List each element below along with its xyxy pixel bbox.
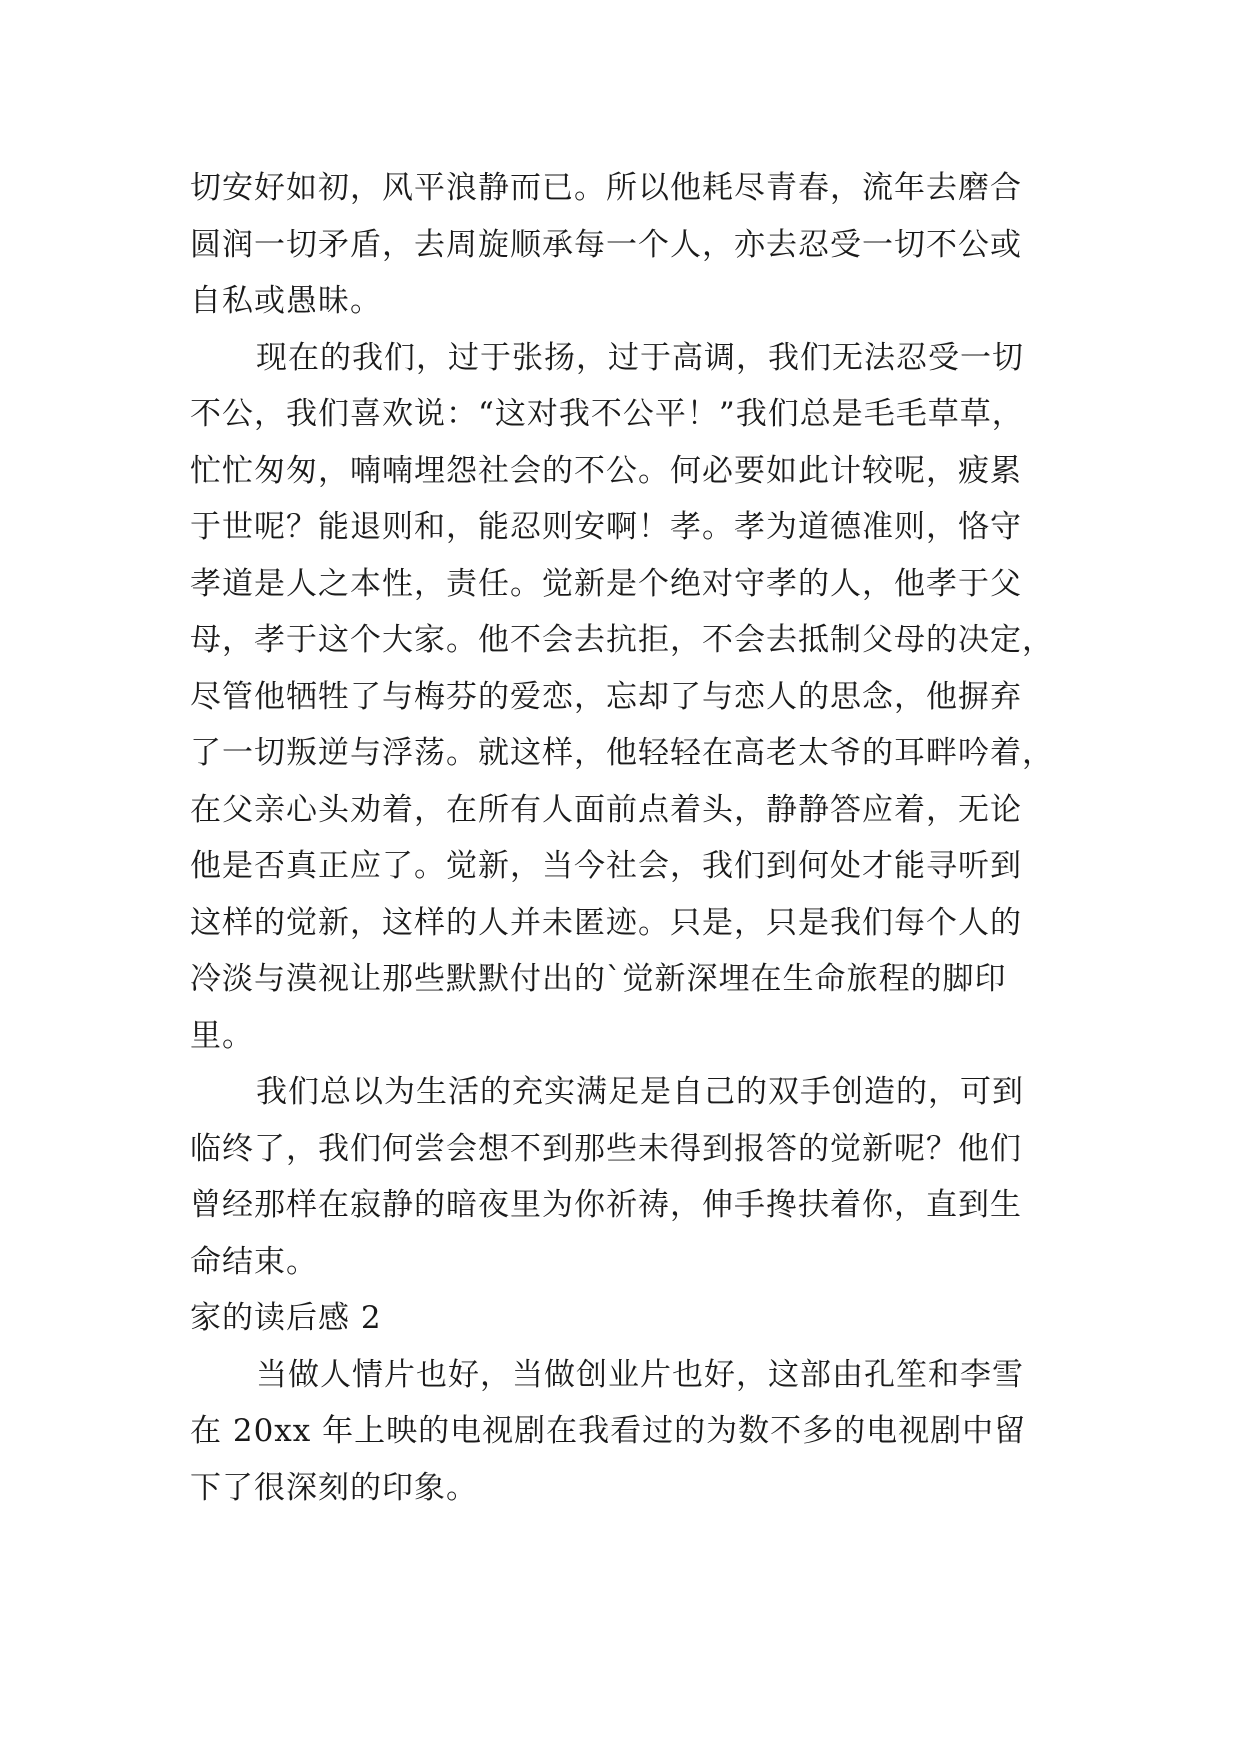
text-line: 忙忙匆匆，喃喃埋怨社会的不公。何必要如此计较呢，疲累 <box>190 452 1022 489</box>
text-line: 临终了，我们何尝会想不到那些未得到报答的觉新呢？他们 <box>190 1130 1022 1167</box>
text-line: 了一切叛逆与浮荡。就这样，他轻轻在高老太爷的耳畔吟着， <box>190 735 1054 771</box>
paragraph <box>190 160 1052 330</box>
text-line: 他是否真正应了。觉新，当今社会，我们到何处才能寻听到 <box>190 848 1022 884</box>
text-line: 不公，我们喜欢说：“这对我不公平！”我们总是毛毛草草， <box>190 396 1024 432</box>
text-line: 在父亲心头劝着，在所有人面前点着头，静静答应着，无论 <box>190 791 1022 828</box>
text-line: 下了很深刻的印象。 <box>190 1469 478 1506</box>
text-line: 自私或愚昧。 <box>190 283 382 319</box>
text-line: 当做人情片也好，当做创业片也好，这部由孔笙和李雪 <box>256 1356 1024 1393</box>
text-line: 母，孝于这个大家。他不会去抗拒，不会去抵制父母的决定， <box>190 622 1054 658</box>
section-heading: 家的读后感 2 <box>190 1300 382 1336</box>
text-line: 切安好如初，风平浪静而已。所以他耗尽青春，流年去磨合 <box>190 170 1022 206</box>
paragraph <box>190 1064 1052 1290</box>
text-line: 孝道是人之本性，责任。觉新是个绝对守孝的人，他孝于父 <box>190 565 1022 602</box>
document-body <box>190 160 1052 1516</box>
text-line: 冷淡与漠视让那些默默付出的`觉新深埋在生命旅程的脚印 <box>190 961 1007 997</box>
text-line: 曾经那样在寂静的暗夜里为你祈祷，伸手搀扶着你，直到生 <box>190 1187 1022 1223</box>
text-line: 圆润一切矛盾，去周旋顺承每一个人，亦去忍受一切不公或 <box>190 226 1022 263</box>
paragraph <box>190 330 1052 1065</box>
text-line: 里。 <box>190 1017 254 1054</box>
text-line: 于世呢？能退则和，能忍则安啊！孝。孝为道德准则，恪守 <box>190 509 1022 545</box>
text-line: 尽管他牺牲了与梅芬的爱恋，忘却了与恋人的思念，他摒弃 <box>190 678 1022 715</box>
text-line: 现在的我们，过于张扬，过于高调，我们无法忍受一切 <box>256 339 1024 376</box>
text-line: 命结束。 <box>190 1243 318 1280</box>
text-line: 我们总以为生活的充实满足是自己的双手创造的，可到 <box>256 1074 1024 1110</box>
text-line: 这样的觉新，这样的人并未匿迹。只是，只是我们每个人的 <box>190 904 1022 941</box>
text-line: 在 20xx 年上映的电视剧在我看过的为数不多的电视剧中留 <box>190 1413 1027 1449</box>
paragraph <box>190 1347 1052 1517</box>
